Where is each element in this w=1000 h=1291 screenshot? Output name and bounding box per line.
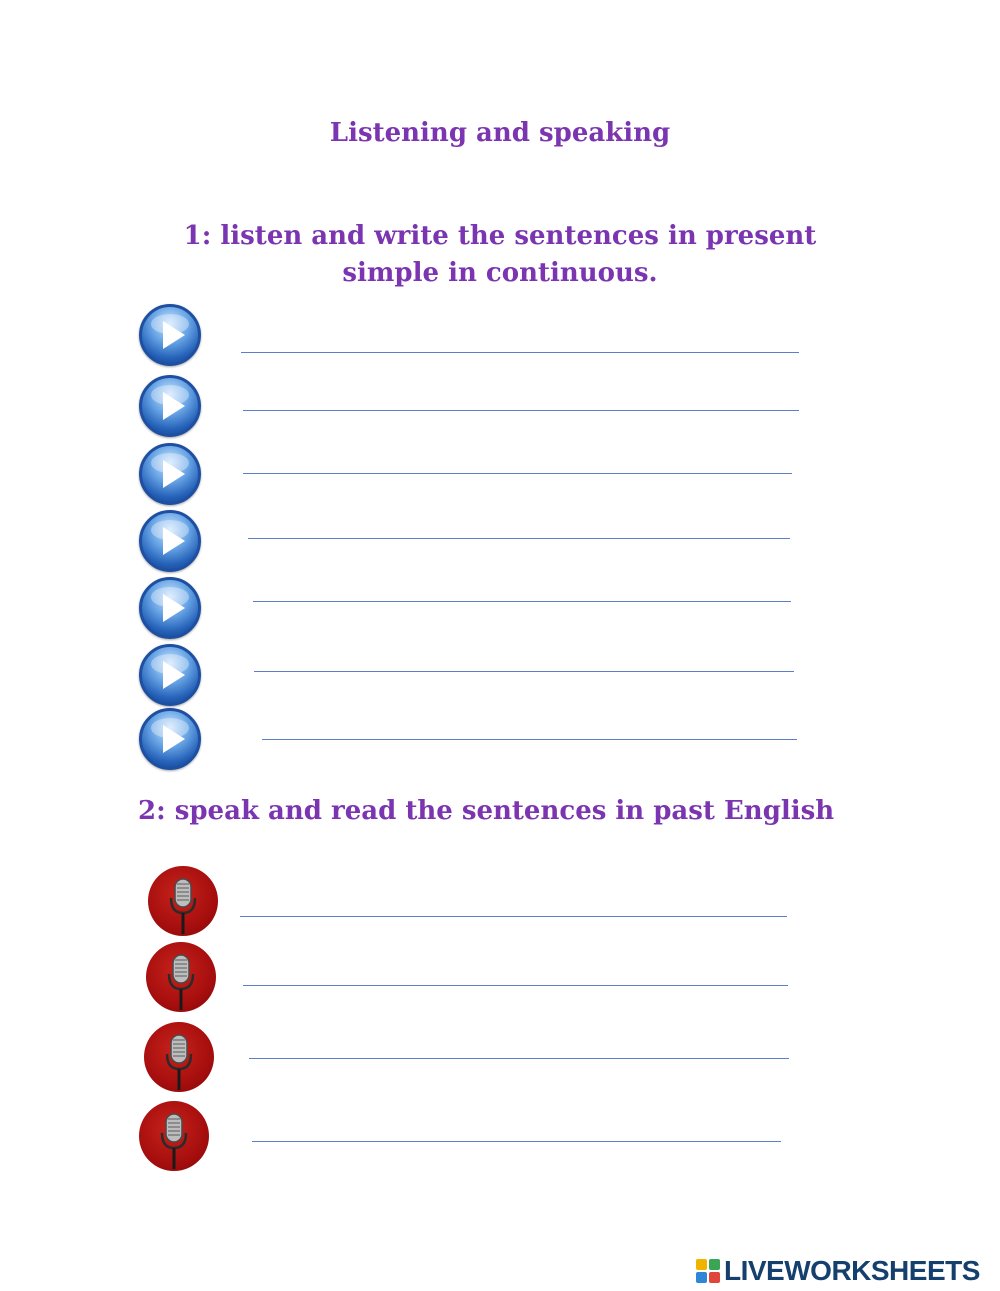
speaking-instruction: 2: speak and read the sentences in past English bbox=[138, 796, 835, 826]
play-icon bbox=[142, 580, 198, 636]
answer-line[interactable] bbox=[248, 538, 790, 539]
microphone-button[interactable] bbox=[139, 1101, 209, 1171]
microphone-icon bbox=[148, 866, 218, 936]
answer-line[interactable] bbox=[243, 473, 792, 474]
answer-line[interactable] bbox=[241, 352, 799, 353]
answer-line[interactable] bbox=[254, 671, 794, 672]
worksheet-title: Listening and speaking bbox=[329, 118, 671, 148]
microphone-icon bbox=[146, 942, 216, 1012]
play-icon bbox=[142, 513, 198, 569]
play-icon bbox=[142, 711, 198, 767]
play-button[interactable] bbox=[139, 708, 201, 770]
play-icon bbox=[142, 647, 198, 703]
play-button[interactable] bbox=[139, 304, 201, 366]
microphone-icon bbox=[144, 1022, 214, 1092]
play-icon bbox=[142, 307, 198, 363]
play-icon bbox=[142, 378, 198, 434]
liveworksheets-logo-icon bbox=[696, 1259, 720, 1283]
brand-name: LIVEWORKSHEETS bbox=[724, 1255, 980, 1286]
microphone-button[interactable] bbox=[146, 942, 216, 1012]
play-icon bbox=[142, 446, 198, 502]
play-button[interactable] bbox=[139, 443, 201, 505]
play-button[interactable] bbox=[139, 577, 201, 639]
microphone-button[interactable] bbox=[148, 866, 218, 936]
answer-line[interactable] bbox=[240, 916, 787, 917]
play-button[interactable] bbox=[139, 510, 201, 572]
play-button[interactable] bbox=[139, 644, 201, 706]
answer-line[interactable] bbox=[243, 985, 788, 986]
answer-line[interactable] bbox=[253, 601, 791, 602]
answer-line[interactable] bbox=[262, 739, 797, 740]
microphone-icon bbox=[139, 1101, 209, 1171]
answer-line[interactable] bbox=[243, 410, 799, 411]
listening-instruction: 1: listen and write the sentences in present simple in continuous. bbox=[183, 221, 817, 288]
microphone-button[interactable] bbox=[144, 1022, 214, 1092]
play-button[interactable] bbox=[139, 375, 201, 437]
answer-line[interactable] bbox=[249, 1058, 789, 1059]
liveworksheets-brand[interactable] bbox=[696, 1254, 980, 1288]
answer-line[interactable] bbox=[252, 1141, 781, 1142]
